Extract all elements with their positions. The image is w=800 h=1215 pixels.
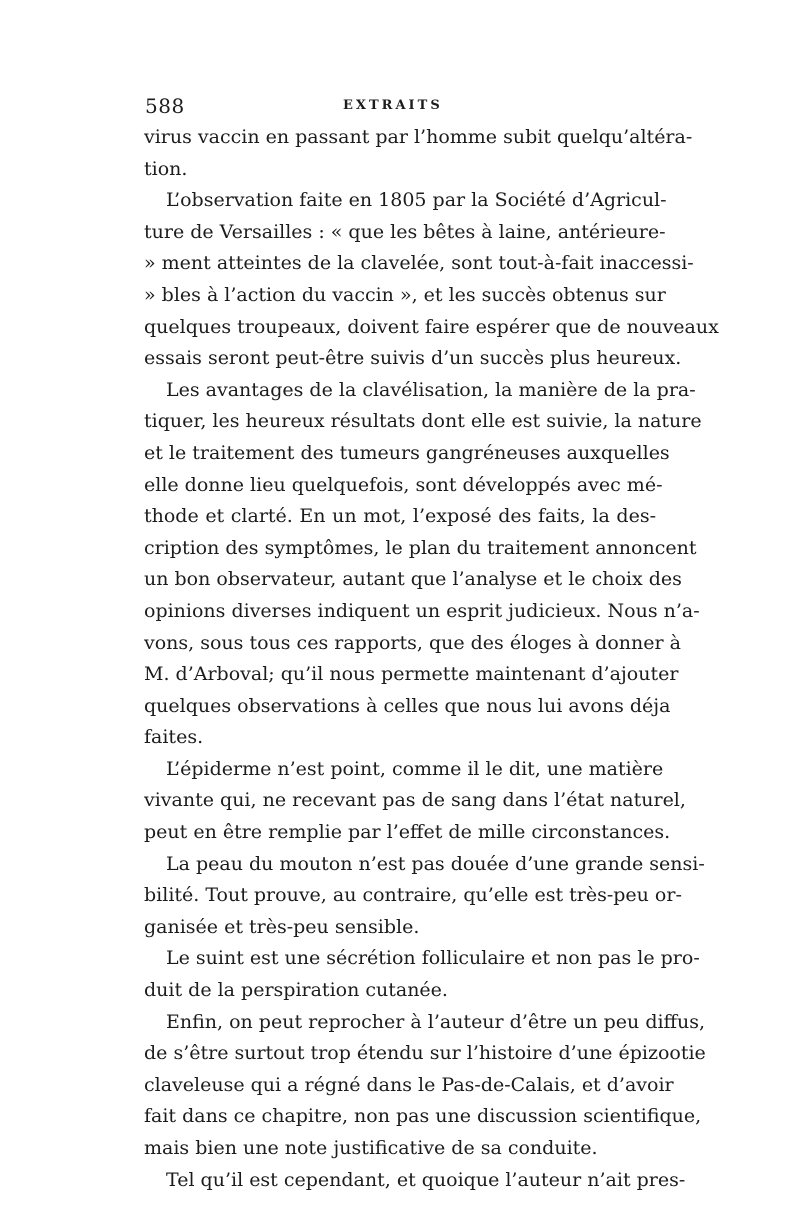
running-title: EXTRAITS <box>343 98 443 113</box>
text-line: » bles à l’action du vaccin », et les succès obtenus sur <box>144 283 666 306</box>
text-line: opinions diverses indiquent un esprit judicieux. Nous n’a- <box>144 599 700 622</box>
text-line: tion. <box>144 157 188 180</box>
text-line: quelques troupeaux, doivent faire espérer que de nouveaux <box>144 315 719 338</box>
text-line: tiquer, les heureux résultats dont elle est suivie, la nature <box>144 410 702 433</box>
text-line: Tel qu’il est cependant, et quoique l’auteur n’ait pres- <box>166 1168 686 1191</box>
text-line: faites. <box>144 726 204 749</box>
page-number: 588 <box>145 94 185 118</box>
text-line: Le suint est une sécrétion folliculaire et non pas le pro- <box>166 947 700 970</box>
text-line: » ment atteintes de la clavelée, sont tout-à-fait inaccessi- <box>144 252 694 275</box>
text-line: peut en être remplie par l’effet de mille circonstances. <box>144 821 671 844</box>
text-line: ganisée et très-peu sensible. <box>144 915 420 938</box>
text-line: La peau du mouton n’est pas douée d’une grande sensi- <box>166 852 705 875</box>
body-text <box>144 122 719 1196</box>
text-line: elle donne lieu quelquefois, sont développés avec mé- <box>144 473 663 496</box>
text-line: ture de Versailles : « que les bêtes à laine, antérieure- <box>144 220 666 243</box>
text-line: bilité. Tout prouve, au contraire, qu’elle est très-peu or- <box>144 884 682 907</box>
text-line: de s’être surtout trop étendu sur l’histoire d’une épizootie <box>144 1042 706 1065</box>
text-line: vivante qui, ne recevant pas de sang dans l’état naturel, <box>144 789 686 812</box>
text-line: Les avantages de la clavélisation, la manière de la pra- <box>166 378 696 401</box>
text-line: L’observation faite en 1805 par la Société d’Agricul- <box>166 189 667 212</box>
running-head <box>145 94 665 124</box>
text-line: L’épiderme n’est point, comme il le dit, une matière <box>166 757 664 780</box>
text-line: mais bien une note justificative de sa conduite. <box>144 1137 598 1159</box>
text-line: thode et clarté. En un mot, l’exposé des faits, la des- <box>144 505 656 528</box>
text-line: quelques observations à celles que nous lui avons déja <box>144 694 671 717</box>
text-line: virus vaccin en passant par l’homme subit quelqu’altéra- <box>144 126 693 148</box>
text-line: un bon observateur, autant que l’analyse et le choix des <box>144 568 682 591</box>
text-line: duit de la perspiration cutanée. <box>144 979 448 1002</box>
text-line: Enfin, on peut reprocher à l’auteur d’être un peu diffus, <box>166 1010 706 1033</box>
text-line: fait dans ce chapitre, non pas une discussion scientifique, <box>144 1105 702 1128</box>
text-line: vons, sous tous ces rapports, que des éloges à donner à <box>144 631 681 654</box>
text-line: M. d’Arboval; qu’il nous permette maintenant d’ajouter <box>144 663 679 686</box>
text-line: et le traitement des tumeurs gangréneuses auxquelles <box>144 441 670 464</box>
text-line: essais seront peut-être suivis d’un succès plus heureux. <box>144 347 682 370</box>
text-line: cription des symptômes, le plan du traitement annoncent <box>144 536 697 559</box>
text-line: claveleuse qui a régné dans le Pas-de-Calais, et d’avoir <box>144 1073 674 1096</box>
